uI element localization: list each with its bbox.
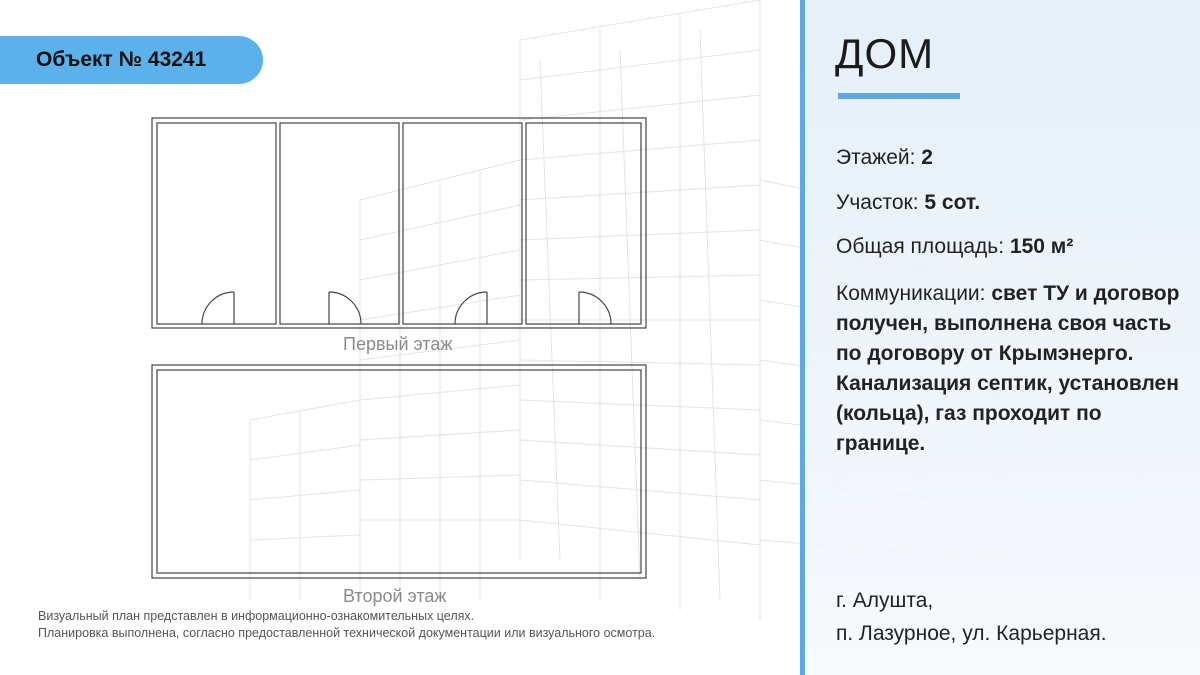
plot-spec [836, 191, 980, 215]
property-title: ДОМ [835, 30, 935, 77]
object-number-label: Объект № 43241 [36, 48, 207, 71]
disclaimer-line-1: Визуальный план представлен в информационно-ознакомительных целях. [38, 609, 475, 623]
address-city: г. Алушта, [836, 589, 934, 612]
address [836, 584, 1107, 650]
area-spec [836, 235, 1073, 259]
utilities-label: Коммуникации: [836, 282, 986, 305]
address-street: п. Лазурное, ул. Карьерная. [836, 622, 1107, 645]
door-3-icon [455, 292, 487, 324]
plot-label: Участок: [836, 191, 919, 214]
disclaimer [38, 608, 778, 642]
door-2-icon [329, 292, 361, 324]
first-floor-plan [152, 118, 646, 328]
utilities-spec [836, 279, 1196, 459]
door-1-icon [202, 292, 234, 324]
area-value: 150 м² [1009, 235, 1074, 258]
floors-value: 2 [921, 146, 933, 169]
floors-label: Этажей: [836, 146, 916, 169]
floors-spec [836, 146, 933, 170]
plot-value: 5 сот. [924, 191, 981, 214]
second-floor-label: Второй этаж [343, 586, 447, 606]
utilities-value: свет ТУ и договор получен, выполнена своя часть по договору от Крымэнерго. Канализация септик, установлен (кольца), газ проходит по границе. [836, 282, 1180, 455]
disclaimer-line-2: Планировка выполнена, согласно предоставленной технической документации или визуального осмотра. [38, 626, 656, 640]
first-floor-label: Первый этаж [343, 334, 453, 354]
info-panel-accent-border [800, 0, 805, 675]
area-label: Общая площадь: [836, 235, 1005, 258]
door-4-icon [579, 292, 611, 324]
title-underline [838, 93, 960, 99]
second-floor-plan [152, 365, 646, 578]
